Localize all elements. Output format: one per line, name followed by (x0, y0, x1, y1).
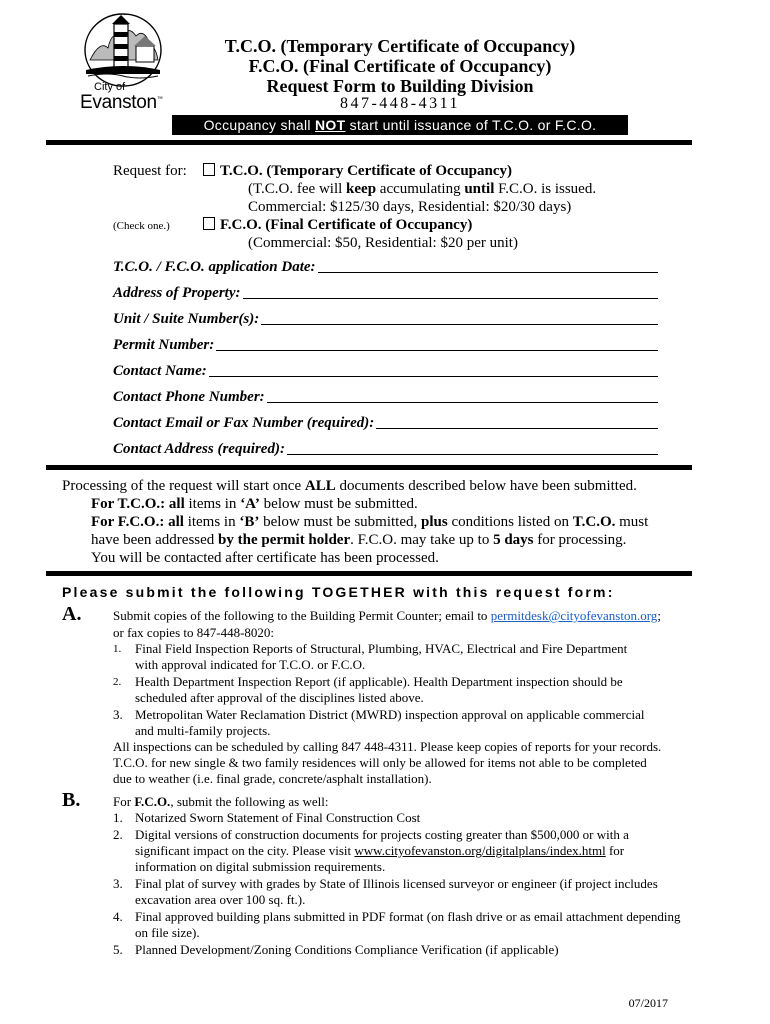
section-a-item-1-line-2: with approval indicated for T.C.O. or F.C.O. (135, 657, 366, 672)
application-date-line[interactable] (318, 272, 658, 273)
field-unit-suite[interactable]: Unit / Suite Number(s): (113, 310, 658, 328)
processing-line-5: You will be contacted after certificate has been processed. (91, 550, 439, 566)
title-request-form: Request Form to Building Division (266, 76, 534, 96)
section-b-item-3-line-2: excavation area over 100 sq. ft.). (135, 892, 306, 907)
contact-name-line[interactable] (209, 376, 658, 377)
section-a-item-3-line-1: Metropolitan Water Reclamation District (MWRD) inspection approval on applicable commercial (135, 707, 645, 722)
submit-heading: Please submit the following TOGETHER with this request form: (62, 584, 615, 600)
contact-email-fax-line[interactable] (376, 428, 658, 429)
footer-date: 07/2017 (628, 996, 668, 1010)
permit-number-line[interactable] (216, 350, 658, 351)
field-contact-address[interactable]: Contact Address (required): (113, 440, 658, 458)
section-a-item-2-line-1: Health Department Inspection Report (if applicable). Health Department inspection should be (135, 674, 623, 689)
section-b-item-1: Notarized Sworn Statement of Final Construction Cost (135, 810, 421, 825)
logo-evanston-text: Evanston™ (80, 92, 163, 113)
processing-line-2: For T.C.O.: all items in ‘A’ below must be submitted. (91, 496, 418, 512)
request-for-label: Request for: (113, 163, 187, 179)
divider-lower (46, 571, 692, 576)
section-a-fax: or fax copies to 847-448-8020: (113, 625, 275, 640)
fco-checkbox[interactable] (203, 217, 215, 230)
field-address-property[interactable]: Address of Property: (113, 284, 658, 302)
tco-fee-note: (T.C.O. fee will keep accumulating until F.C.O. is issued. (248, 181, 597, 197)
section-b-intro: For F.C.O., submit the following as well: (113, 794, 329, 809)
permitdesk-email-link[interactable]: permitdesk@cityofevanston.org (490, 608, 658, 623)
processing-line-1: Processing of the request will start once ALL documents described below have been submitted. (62, 478, 637, 494)
logo-city-of-text: City of (94, 81, 126, 93)
tco-rates: Commercial: $125/30 days, Residential: $20/30 days) (248, 199, 572, 215)
divider-top (46, 140, 692, 145)
section-b-item-number: 2. (113, 827, 123, 842)
section-a-note-1: All inspections can be scheduled by calling 847 448-4311. Please keep copies of reports for your records. (113, 739, 662, 754)
occupancy-warning-banner: Occupancy shall NOT start until issuance of T.C.O. or F.C.O. (172, 115, 628, 135)
title-fco: F.C.O. (Final Certificate of Occupancy) (248, 56, 552, 76)
section-b-item-2-line-2: significant impact on the city. Please visit www.cityofevanston.org/digitalplans/index.html for (135, 843, 625, 858)
divider-middle (46, 465, 692, 470)
fco-rates: (Commercial: $50, Residential: $20 per unit) (248, 235, 518, 251)
field-application-date[interactable]: T.C.O. / F.C.O. application Date: (113, 258, 658, 276)
section-a-intro: Submit copies of the following to the Building Permit Counter; email to permitdesk@cityofevanston.org; (113, 608, 661, 623)
section-b-item-number: 4. (113, 909, 123, 924)
section-b-item-number: 3. (113, 876, 123, 891)
fco-option[interactable]: F.C.O. (Final Certificate of Occupancy) (203, 217, 472, 234)
unit-suite-line[interactable] (261, 324, 658, 325)
processing-line-3: For F.C.O.: all items in ‘B’ below must be submitted, plus conditions listed on T.C.O. must (91, 514, 649, 530)
section-b-item-5: Planned Development/Zoning Conditions Compliance Verification (if applicable) (135, 942, 559, 957)
section-b-item-4-line-1: Final approved building plans submitted in PDF format (on flash drive or as email attachment depending (135, 909, 681, 924)
contact-phone-line[interactable] (267, 402, 658, 403)
phone-number: 847-448-4311 (339, 95, 461, 112)
section-a-item-3-line-2: and multi-family projects. (135, 723, 271, 738)
field-permit-number[interactable]: Permit Number: (113, 336, 658, 354)
tco-checkbox[interactable] (203, 163, 215, 176)
section-a-item-2-line-2: scheduled after approval of the disciplines listed above. (135, 690, 424, 705)
section-b-letter: B. (62, 789, 81, 811)
section-b-item-4-line-2: on file size). (135, 925, 200, 940)
section-a-item-1-line-1: Final Field Inspection Reports of Structural, Plumbing, HVAC, Electrical and Fire Department (135, 641, 628, 656)
section-a-item-number: 2. (113, 676, 122, 688)
lighthouse-logo-icon (78, 10, 168, 90)
processing-line-4: have been addressed by the permit holder. F.C.O. may take up to 5 days for processing. (91, 532, 627, 548)
field-contact-name[interactable]: Contact Name: (113, 362, 658, 380)
section-a-item-number: 3. (113, 707, 123, 722)
tco-option[interactable]: T.C.O. (Temporary Certificate of Occupancy) (203, 163, 512, 180)
section-b-item-2-line-3: information on digital submission requirements. (135, 859, 386, 874)
section-a-item-number: 1. (113, 643, 122, 655)
digital-plans-link[interactable]: www.cityofevanston.org/digitalplans/index.html (354, 843, 606, 858)
section-a-note-3: due to weather (i.e. final grade, concrete/asphalt installation). (113, 771, 432, 786)
section-a-note-2: T.C.O. for new single & two family residences will only be allowed for items not able to be completed (113, 755, 647, 770)
check-one-note: (Check one.) (113, 220, 170, 232)
address-property-line[interactable] (243, 298, 659, 299)
field-contact-email-fax[interactable]: Contact Email or Fax Number (required): (113, 414, 658, 432)
contact-address-line[interactable] (287, 454, 658, 455)
section-a-letter: A. (62, 603, 82, 625)
title-tco: T.C.O. (Temporary Certificate of Occupancy) (224, 36, 576, 56)
section-b-item-3-line-1: Final plat of survey with grades by State of Illinois licensed surveyor or engineer (if project includes (135, 876, 658, 891)
section-b-item-number: 5. (113, 942, 123, 957)
field-contact-phone[interactable]: Contact Phone Number: (113, 388, 658, 406)
section-b-item-2-line-1: Digital versions of construction documents for projects costing greater than $500,000 or with a (135, 827, 629, 842)
section-b-item-number: 1. (113, 810, 123, 825)
